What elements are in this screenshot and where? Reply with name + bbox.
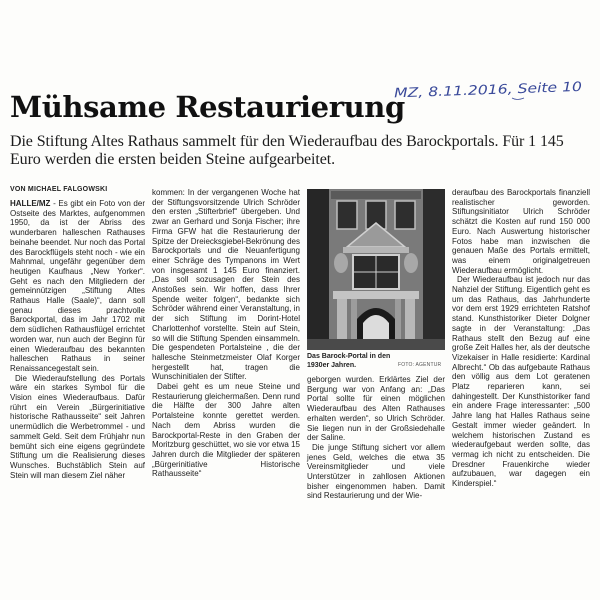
barock-portal-photo-drawing bbox=[307, 189, 445, 350]
article-column-4 bbox=[452, 188, 590, 489]
article-paragraph: Dabei geht es um neue Steine und Restaurierung gleichermaßen. Denn rund die Hälfte der 300 Jahre alten Portalsteine konnte gerettet werden. Nach dem Abriss wurden die Barockportal-Reste in den Graben der Moritzburg geschüttet, wo sie vor etwa 15 Jahren durch die Mitglieder der späteren „Bürgerinitiative Historische Rathausseite“ bbox=[152, 382, 300, 479]
article-column-2 bbox=[152, 188, 300, 479]
article-column-3 bbox=[307, 375, 445, 501]
article-paragraph: Die Wiederaufstellung des Portals wäre ein starkes Symbol für die Vision eines Wiederaufbaus. Dafür rührt ein Verein „Bürgerinitiative historische Rathausseite“ seit Jahren unermüdlich die Werbetrommel - und sammelt Geld. Seit dem Frühjahr nun bemüht sich eine eigens gegründete Stiftung um die Realisierung dieses Wunsches. Buchstäblich Stein auf Stein will man diesem Ziel näher bbox=[10, 373, 145, 480]
article-paragraph bbox=[10, 199, 145, 374]
article-paragraph: geborgen wurden. Erklärtes Ziel der Bergung war von Anfang an: „Das Portal sollte für einen möglichen Wiederaufbau des Alten Rathauses erhalten werden“, so Ulrich Schröder. Sie liegen nun in der Großsiedehalle der Saline. bbox=[307, 375, 445, 443]
svg-text:MZ, 8.11.2016, Seite 10: MZ, 8.11.2016, Seite 10 bbox=[393, 80, 551, 102]
handwritten-source-note-drawing bbox=[392, 74, 592, 104]
photo-credit: FOTO: AGENTUR bbox=[398, 362, 442, 368]
photo-caption: Das Barock-Portal in den 1930er Jahren. bbox=[307, 353, 391, 369]
article-deck: Die Stiftung Altes Rathaus sammelt für den Wiederaufbau des Barockportals. Für 1 145 Euro werden die ersten beiden Steine aufgearbeitet. bbox=[10, 133, 564, 168]
article-paragraph: kommen: In der vergangenen Woche hat der Stiftungsvorsitzende Ulrich Schröder den ersten „Stifterbrief“ übergeben. Und zwar an Gerhard und Sonja Fischer; ihre Firma GFW hat die Restaurierung der Spitze der Dreiecksgiebel-Bekrönung des Barockportals und die Neuanfertigung einer Schräge des Tympanons im Wert von insgesamt 1 145 Euro finanziert. „Das soll sozusagen der Stein des Anstoßes sein. Wir hoffen, dass Ihrer Spende weiter folgen“, bedankte sich Schröder während einer Veranstaltung, in der sich Stiftung im Dorint-Hotel Charlottenhof vorstellte. Stein auf Stein, so will die Stiftung Spenden einsammeln. Die gespendeten Portalsteine , die der hallesche Steinmetzmeister Olaf Korger hergestellt hat, tragen die Wunschinitialen der Stifter. bbox=[152, 188, 300, 382]
article-paragraph-text: - Es gibt ein Foto von der Ostseite des Marktes, aufgenommen 1950, da ist der Abriss des wunderbaren halleschen Rathauses beinahe beendet. Nur noch das Portal des Barockflügels steht noch - wie ein Mahnmal, ungefähr gegenüber dem heutigen Kaufhaus „New Yorker“. Geht es nach den Mitgliedern der gemeinnützigen „Stiftung Altes Rathaus Halle (Saale)“, dann soll genau dieses prachtvolle Barockportal, das im Jahr 1702 mit dem südlichen Rathausflügel errichtet worden war, nun auch der Beginn für einen Wiederaufbau des bekannten halleschen Rathaus in seiner Renaissancegestalt sein. bbox=[10, 199, 145, 373]
barock-portal-photo bbox=[307, 189, 445, 350]
article-paragraph: Die junge Stiftung sichert vor allem jenes Geld, welches die etwa 35 Vereinsmitglieder und viele Unterstützer in zahllosen Aktionen bisher eingenommen haben. Damit sind Restaurierung und der Wie- bbox=[307, 442, 445, 501]
article-paragraph: Der Wiederaufbau ist jedoch nur das Nahziel der Stiftung. Eigentlich geht es um das Rathaus, das Jahrhunderte vor dem erst 1929 errichteten Ratshof stand. Kunsthistoriker Dieter Dolgner sagte in der Veranstaltung: „Das Rathaus stellt den Bezug auf eine große Zeit Halles her, als der deutsche Vizekaiser in Halle residierte: Kardinal Albrecht.“ Ob das aufgebaute Rathaus den völlig aus dem Lot geratenen Platz reparieren kann, sei dahingestellt. Der Kunsthistoriker fand ein andere Frage interessanter: „500 Jahre lang hat Halles Rathaus seine Gestalt immer wieder geändert. In welchem historischen Zustand es wiederaufgebaut werden sollte, das vermag ich nicht zu entscheiden. Die Dresdner Frauenkirche wieder aufzubauen, war dagegen ein Kinderspiel.“ bbox=[452, 275, 590, 489]
article-dateline: HALLE/MZ bbox=[10, 199, 51, 208]
article-column-1 bbox=[10, 199, 145, 480]
handwritten-source-note bbox=[392, 74, 592, 104]
article-byline: VON MICHAEL FALGOWSKI bbox=[10, 186, 108, 193]
article-headline: Mühsame Restaurierung bbox=[10, 90, 405, 124]
article-paragraph: deraufbau des Barockportals finanziell realistischer geworden. Stiftungsinitiator Ulrich Schröder schätzt die Kosten auf rund 150 000 Euro. Nach Auswertung historischer Fotos habe man inzwischen die genauen Maße des Portals ermittelt, was einem originalgetreuen Wiederaufbau ermöglicht. bbox=[452, 188, 590, 275]
